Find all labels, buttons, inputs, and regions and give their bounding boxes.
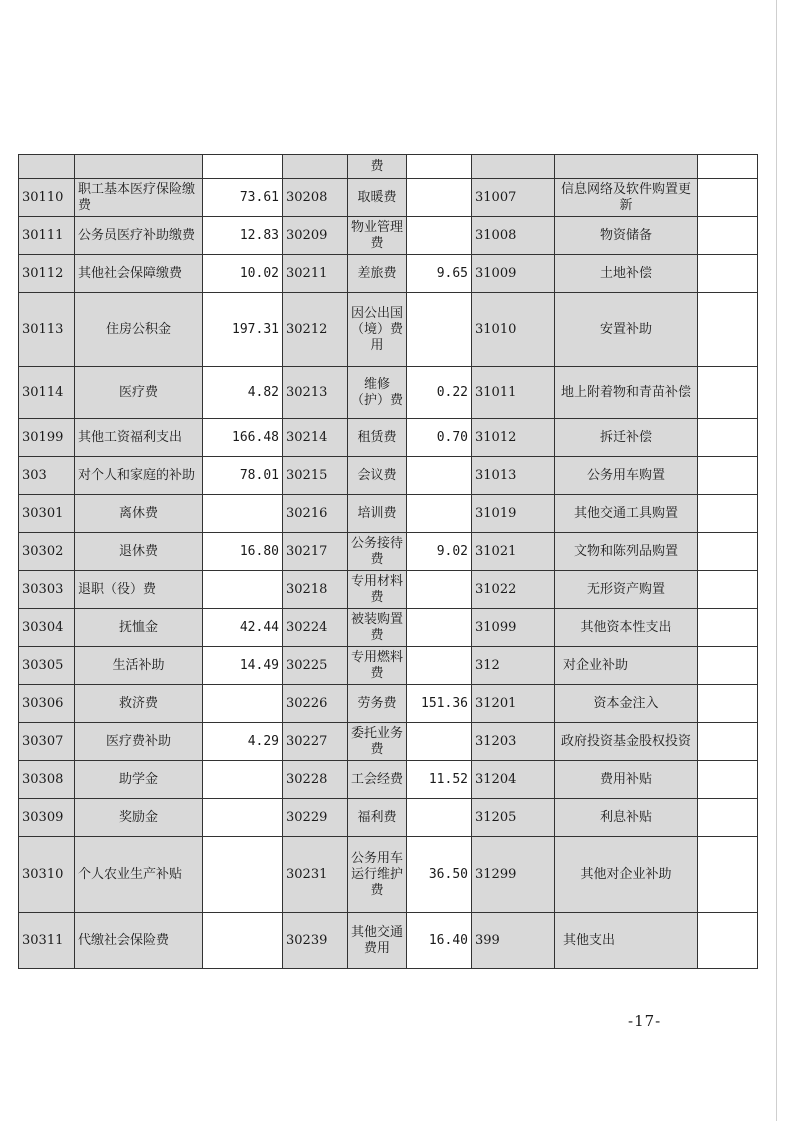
row-code-2: 30226 xyxy=(283,685,348,723)
row-code-3: 31009 xyxy=(472,255,555,293)
row-name-1: 退职（役）费 xyxy=(75,571,203,609)
row-code-1: 30305 xyxy=(19,647,75,685)
row-code-1: 30307 xyxy=(19,723,75,761)
row-code-3: 31099 xyxy=(472,609,555,647)
row-name-3: 其他支出 xyxy=(555,913,698,969)
row-name-2: 专用燃料费 xyxy=(348,647,407,685)
row-code-1: 30303 xyxy=(19,571,75,609)
row-code-1: 30306 xyxy=(19,685,75,723)
row-amount-3 xyxy=(698,837,758,913)
row-name-2: 维修（护）费 xyxy=(348,367,407,419)
row-code-2: 30208 xyxy=(283,179,348,217)
row-name-3: 政府投资基金股权投资 xyxy=(555,723,698,761)
row-amount-3 xyxy=(698,609,758,647)
table-row xyxy=(19,761,758,799)
row-amount-2: 36.50 xyxy=(407,837,472,913)
row-amount-1: 10.02 xyxy=(203,255,283,293)
row-amount-1: 4.82 xyxy=(203,367,283,419)
row-amount-1 xyxy=(203,837,283,913)
row-name-1: 生活补助 xyxy=(75,647,203,685)
row-name-2: 物业管理费 xyxy=(348,217,407,255)
row-name-2: 其他交通费用 xyxy=(348,913,407,969)
row-amount-1 xyxy=(203,495,283,533)
table-body xyxy=(19,155,758,969)
row-code-3: 31012 xyxy=(472,419,555,457)
table-row xyxy=(19,217,758,255)
row-amount-3 xyxy=(698,533,758,571)
row-amount-2 xyxy=(407,609,472,647)
row-code-2: 30216 xyxy=(283,495,348,533)
row-name-1: 公务员医疗补助缴费 xyxy=(75,217,203,255)
row-amount-1: 4.29 xyxy=(203,723,283,761)
row-amount-1: 73.61 xyxy=(203,179,283,217)
row-code-1: 30311 xyxy=(19,913,75,969)
row-code-3: 31203 xyxy=(472,723,555,761)
row-name-2: 会议费 xyxy=(348,457,407,495)
row-amount-1 xyxy=(203,155,283,179)
row-amount-2: 0.22 xyxy=(407,367,472,419)
row-name-3: 信息网络及软件购置更新 xyxy=(555,179,698,217)
table-row xyxy=(19,419,758,457)
row-amount-3 xyxy=(698,419,758,457)
row-code-3: 31021 xyxy=(472,533,555,571)
row-amount-3 xyxy=(698,217,758,255)
row-amount-2: 11.52 xyxy=(407,761,472,799)
row-name-2: 差旅费 xyxy=(348,255,407,293)
table-row xyxy=(19,647,758,685)
row-code-3: 31007 xyxy=(472,179,555,217)
row-code-3: 31201 xyxy=(472,685,555,723)
row-amount-3 xyxy=(698,293,758,367)
row-amount-1 xyxy=(203,913,283,969)
row-amount-3 xyxy=(698,647,758,685)
row-amount-2 xyxy=(407,495,472,533)
row-name-1: 住房公积金 xyxy=(75,293,203,367)
row-code-3: 31008 xyxy=(472,217,555,255)
row-name-1: 医疗费 xyxy=(75,367,203,419)
row-code-2: 30218 xyxy=(283,571,348,609)
row-amount-1: 166.48 xyxy=(203,419,283,457)
row-code-2: 30217 xyxy=(283,533,348,571)
row-amount-3 xyxy=(698,495,758,533)
row-code-2: 30227 xyxy=(283,723,348,761)
row-code-3: 31299 xyxy=(472,837,555,913)
row-name-3: 利息补贴 xyxy=(555,799,698,837)
row-amount-2 xyxy=(407,293,472,367)
row-amount-2 xyxy=(407,155,472,179)
row-name-3: 对企业补助 xyxy=(555,647,698,685)
row-amount-2: 151.36 xyxy=(407,685,472,723)
row-name-2: 工会经费 xyxy=(348,761,407,799)
row-amount-2 xyxy=(407,799,472,837)
row-amount-1 xyxy=(203,685,283,723)
row-code-3: 312 xyxy=(472,647,555,685)
row-name-3: 无形资产购置 xyxy=(555,571,698,609)
row-code-2: 30231 xyxy=(283,837,348,913)
row-amount-2 xyxy=(407,179,472,217)
row-name-3: 文物和陈列品购置 xyxy=(555,533,698,571)
row-name-1: 救济费 xyxy=(75,685,203,723)
table-row xyxy=(19,609,758,647)
row-code-1: 30302 xyxy=(19,533,75,571)
row-amount-1 xyxy=(203,799,283,837)
row-amount-2 xyxy=(407,723,472,761)
table-row xyxy=(19,495,758,533)
row-amount-1: 78.01 xyxy=(203,457,283,495)
row-code-3: 399 xyxy=(472,913,555,969)
row-code-1: 30304 xyxy=(19,609,75,647)
row-code-1: 30310 xyxy=(19,837,75,913)
row-code-3: 31013 xyxy=(472,457,555,495)
table-row xyxy=(19,367,758,419)
row-name-1: 离休费 xyxy=(75,495,203,533)
row-code-3: 31010 xyxy=(472,293,555,367)
row-amount-3 xyxy=(698,457,758,495)
row-name-2: 劳务费 xyxy=(348,685,407,723)
row-name-3: 土地补偿 xyxy=(555,255,698,293)
row-amount-1: 14.49 xyxy=(203,647,283,685)
row-code-2: 30215 xyxy=(283,457,348,495)
row-amount-2 xyxy=(407,457,472,495)
row-amount-1: 12.83 xyxy=(203,217,283,255)
row-name-3: 物资储备 xyxy=(555,217,698,255)
row-amount-2 xyxy=(407,647,472,685)
row-amount-3 xyxy=(698,367,758,419)
row-name-3: 公务用车购置 xyxy=(555,457,698,495)
row-name-1: 职工基本医疗保险缴费 xyxy=(75,179,203,217)
row-name-2: 因公出国（境）费用 xyxy=(348,293,407,367)
row-name-3: 拆迁补偿 xyxy=(555,419,698,457)
row-name-1: 退休费 xyxy=(75,533,203,571)
row-name-3 xyxy=(555,155,698,179)
row-code-1: 30113 xyxy=(19,293,75,367)
row-amount-2 xyxy=(407,571,472,609)
row-name-2: 被装购置费 xyxy=(348,609,407,647)
row-amount-1 xyxy=(203,761,283,799)
row-amount-3 xyxy=(698,799,758,837)
row-code-2: 30229 xyxy=(283,799,348,837)
row-code-2: 30212 xyxy=(283,293,348,367)
row-name-2: 租赁费 xyxy=(348,419,407,457)
row-amount-2: 9.02 xyxy=(407,533,472,571)
row-amount-2: 0.70 xyxy=(407,419,472,457)
row-code-1: 30308 xyxy=(19,761,75,799)
row-name-2: 专用材料费 xyxy=(348,571,407,609)
table-row xyxy=(19,155,758,179)
row-name-3: 其他对企业补助 xyxy=(555,837,698,913)
table-row xyxy=(19,685,758,723)
row-amount-3 xyxy=(698,155,758,179)
row-code-1 xyxy=(19,155,75,179)
row-amount-3 xyxy=(698,913,758,969)
row-name-2: 公务接待费 xyxy=(348,533,407,571)
row-code-1: 30301 xyxy=(19,495,75,533)
row-name-3: 其他资本性支出 xyxy=(555,609,698,647)
row-amount-3 xyxy=(698,723,758,761)
row-code-1: 30114 xyxy=(19,367,75,419)
row-code-2: 30224 xyxy=(283,609,348,647)
table-row xyxy=(19,457,758,495)
row-name-3: 地上附着物和青苗补偿 xyxy=(555,367,698,419)
row-code-3: 31022 xyxy=(472,571,555,609)
table-row xyxy=(19,533,758,571)
row-name-2: 福利费 xyxy=(348,799,407,837)
row-name-2: 培训费 xyxy=(348,495,407,533)
row-code-2: 30214 xyxy=(283,419,348,457)
row-name-1: 医疗费补助 xyxy=(75,723,203,761)
page-number: -17- xyxy=(628,1012,662,1030)
table-row xyxy=(19,799,758,837)
row-code-2: 30228 xyxy=(283,761,348,799)
row-name-2: 费 xyxy=(348,155,407,179)
row-code-3 xyxy=(472,155,555,179)
row-amount-3 xyxy=(698,255,758,293)
row-name-2: 取暖费 xyxy=(348,179,407,217)
row-name-3: 安置补助 xyxy=(555,293,698,367)
expenditure-table xyxy=(18,154,758,969)
row-code-1: 30112 xyxy=(19,255,75,293)
row-code-2: 30211 xyxy=(283,255,348,293)
row-name-2: 委托业务费 xyxy=(348,723,407,761)
row-name-1: 其他工资福利支出 xyxy=(75,419,203,457)
row-name-1: 个人农业生产补贴 xyxy=(75,837,203,913)
row-name-1: 代缴社会保险费 xyxy=(75,913,203,969)
row-name-3: 其他交通工具购置 xyxy=(555,495,698,533)
row-code-3: 31019 xyxy=(472,495,555,533)
row-amount-1: 16.80 xyxy=(203,533,283,571)
table-row xyxy=(19,913,758,969)
row-code-3: 31204 xyxy=(472,761,555,799)
row-amount-3 xyxy=(698,761,758,799)
row-name-1: 抚恤金 xyxy=(75,609,203,647)
row-name-1: 对个人和家庭的补助 xyxy=(75,457,203,495)
row-name-1 xyxy=(75,155,203,179)
row-code-1: 303 xyxy=(19,457,75,495)
table-row xyxy=(19,179,758,217)
table-row xyxy=(19,255,758,293)
row-code-1: 30110 xyxy=(19,179,75,217)
row-amount-2: 16.40 xyxy=(407,913,472,969)
row-name-1: 助学金 xyxy=(75,761,203,799)
row-code-1: 30309 xyxy=(19,799,75,837)
row-code-2: 30209 xyxy=(283,217,348,255)
row-code-2: 30239 xyxy=(283,913,348,969)
row-code-2: 30225 xyxy=(283,647,348,685)
row-code-2 xyxy=(283,155,348,179)
row-amount-1: 42.44 xyxy=(203,609,283,647)
row-amount-2 xyxy=(407,217,472,255)
row-amount-3 xyxy=(698,571,758,609)
row-code-3: 31205 xyxy=(472,799,555,837)
table-row xyxy=(19,723,758,761)
row-amount-3 xyxy=(698,685,758,723)
row-amount-1: 197.31 xyxy=(203,293,283,367)
row-name-1: 奖励金 xyxy=(75,799,203,837)
row-amount-3 xyxy=(698,179,758,217)
table-row xyxy=(19,837,758,913)
row-name-3: 费用补贴 xyxy=(555,761,698,799)
row-name-1: 其他社会保障缴费 xyxy=(75,255,203,293)
row-name-3: 资本金注入 xyxy=(555,685,698,723)
row-name-2: 公务用车运行维护费 xyxy=(348,837,407,913)
page-edge-line xyxy=(776,0,777,1121)
row-code-3: 31011 xyxy=(472,367,555,419)
row-code-1: 30111 xyxy=(19,217,75,255)
table-row xyxy=(19,293,758,367)
row-amount-1 xyxy=(203,571,283,609)
row-amount-2: 9.65 xyxy=(407,255,472,293)
table-row xyxy=(19,571,758,609)
row-code-2: 30213 xyxy=(283,367,348,419)
row-code-1: 30199 xyxy=(19,419,75,457)
